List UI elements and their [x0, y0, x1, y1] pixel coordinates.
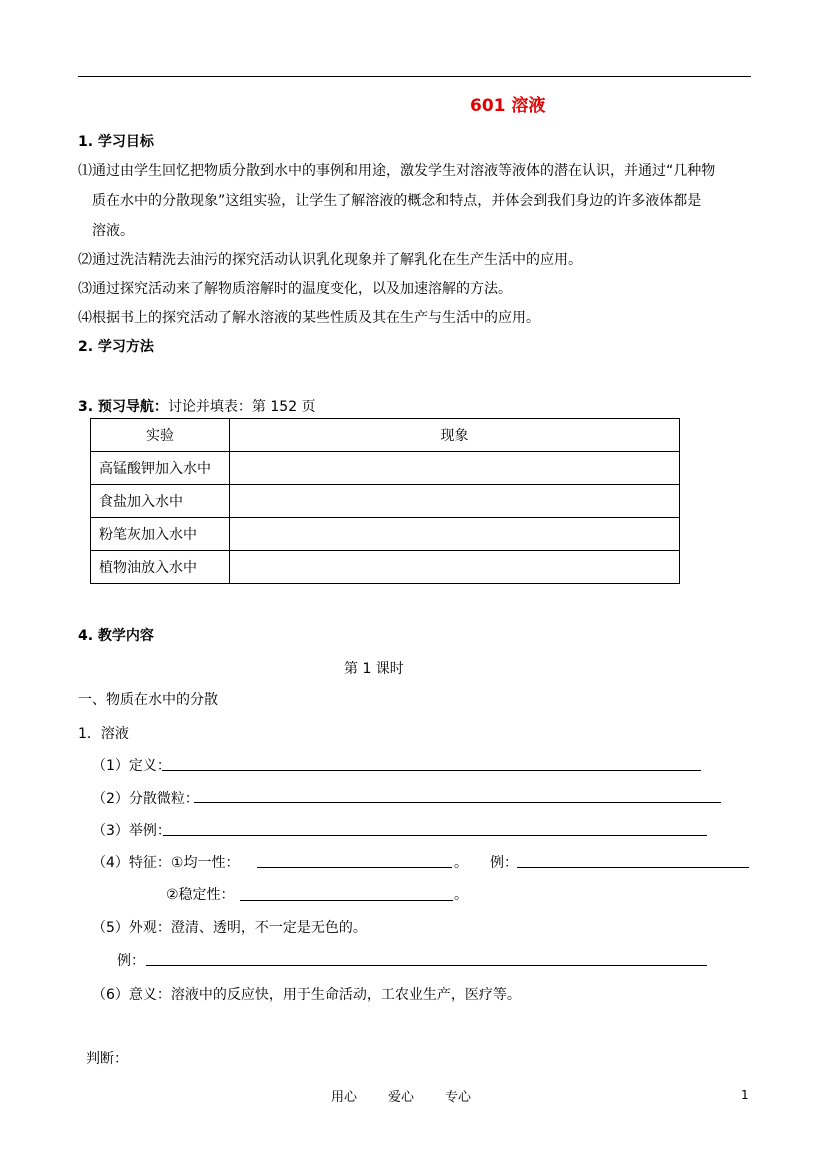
- table-cell-phenomenon[interactable]: [230, 452, 680, 485]
- section-heading-method: 2. 学习方法: [78, 339, 154, 355]
- experiment-table: [90, 418, 680, 584]
- stability-period: 。: [454, 887, 468, 903]
- goal-1-line-3: 溶液。: [92, 223, 134, 239]
- page-number: 1: [741, 1088, 749, 1102]
- goal-1-line-1: ⑴通过由学生回忆把物质分散到水中的事例和用途，激发学生对溶液等液体的潜在认识，并通过“几种物: [78, 163, 716, 179]
- feature-period: 。: [454, 855, 468, 871]
- table-row: [91, 518, 680, 551]
- particles-blank[interactable]: [194, 802, 721, 803]
- table-cell-phenomenon[interactable]: [230, 485, 680, 518]
- definition-blank[interactable]: [162, 770, 701, 771]
- definition-label: （1）定义：: [92, 758, 171, 774]
- uniformity-blank[interactable]: [257, 867, 452, 868]
- judge-label: 判断：: [86, 1051, 128, 1067]
- footer-word: 爱心: [388, 1090, 415, 1105]
- page-title: 601 溶液: [470, 96, 546, 116]
- table-cell-experiment: 高锰酸钾加入水中: [91, 452, 230, 485]
- section-heading-preview: 3. 预习导航：: [78, 399, 168, 415]
- feature-label: （4）特征：①均一性：: [92, 855, 240, 871]
- table-cell-experiment: 植物油放入水中: [91, 551, 230, 584]
- table-cell-phenomenon[interactable]: [230, 518, 680, 551]
- table-cell-phenomenon[interactable]: [230, 551, 680, 584]
- table-header-experiment: 实验: [91, 419, 230, 452]
- appearance-example-blank[interactable]: [146, 965, 707, 966]
- footer-word: 用心: [331, 1090, 358, 1105]
- goal-4: ⑷根据书上的探究活动了解水溶液的某些性质及其在生产与生活中的应用。: [78, 310, 540, 326]
- part-heading: 一、物质在水中的分散: [78, 692, 218, 708]
- table-header-phenomenon: 现象: [230, 419, 680, 452]
- table-row: [91, 551, 680, 584]
- section-heading-content: 4. 教学内容: [78, 628, 154, 644]
- lesson-label: 第 1 课时: [344, 661, 404, 677]
- feature-example-blank[interactable]: [517, 867, 749, 868]
- preview-instruction: 讨论并填表：第 152 页: [167, 399, 316, 415]
- stability-label: ②稳定性：: [166, 887, 235, 903]
- feature-example-label: 例：: [490, 855, 518, 871]
- table-cell-experiment: 食盐加入水中: [91, 485, 230, 518]
- table-header-row: [91, 419, 680, 452]
- particles-label: （2）分散微粒：: [92, 791, 199, 807]
- appearance-example-label: 例：: [117, 953, 145, 969]
- preview-guide: [78, 396, 316, 416]
- section-heading-goals: 1. 学习目标: [78, 134, 154, 150]
- table-row: [91, 452, 680, 485]
- table-cell-experiment: 粉笔灰加入水中: [91, 518, 230, 551]
- appearance-text: （5）外观：澄清、透明，不一定是无色的。: [92, 920, 367, 936]
- stability-blank[interactable]: [240, 900, 453, 901]
- header-rule: [78, 76, 751, 77]
- example-blank[interactable]: [163, 835, 707, 836]
- goal-3: ⑶通过探究活动来了解物质溶解时的温度变化，以及加速溶解的方法。: [78, 281, 512, 297]
- goal-1-line-2: 质在水中的分散现象”这组实验，让学生了解溶液的概念和特点，并体会到我们身边的许多液体都是: [92, 193, 702, 209]
- meaning-text: （6）意义：溶液中的反应快，用于生命活动，工农业生产，医疗等。: [92, 987, 521, 1003]
- footer-word: 专心: [445, 1090, 472, 1105]
- goal-2: ⑵通过洗洁精洗去油污的探究活动认识乳化现象并了解乳化在生产生活中的应用。: [78, 252, 582, 268]
- table-row: [91, 485, 680, 518]
- item-heading: 1．溶液: [78, 726, 129, 742]
- example-label: （3）举例：: [92, 823, 171, 839]
